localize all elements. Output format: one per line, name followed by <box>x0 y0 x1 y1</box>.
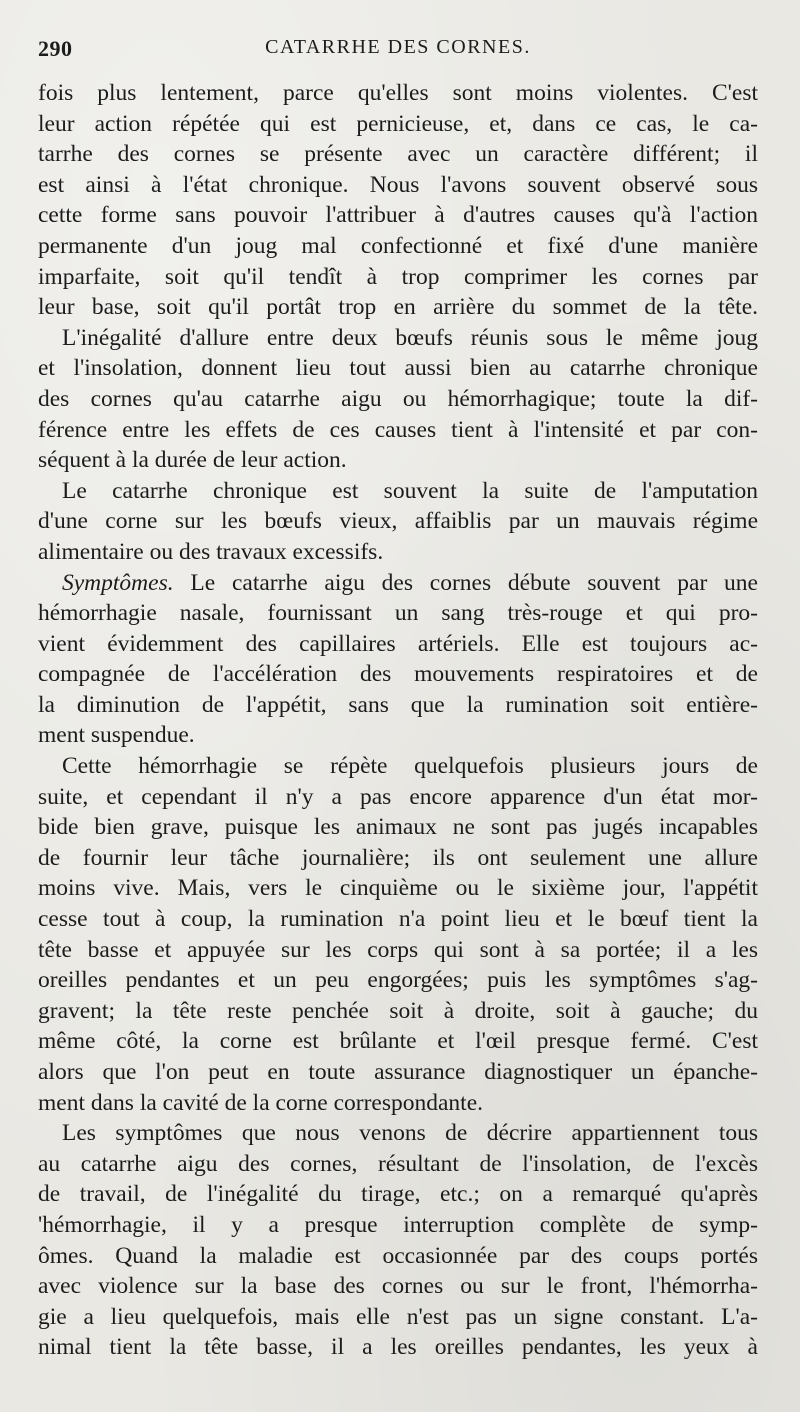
text-line: tête basse et appuyée sur les corps qui sont à sa portée; il a les <box>38 936 758 963</box>
text-line: cette forme sans pouvoir l'attribuer à d'autres causes qu'à l'action <box>38 202 758 229</box>
text-line: des cornes qu'au catarrhe aigu ou hémorrhagique; toute la dif- <box>38 385 758 412</box>
running-head: CATARRHE DES CORNES. <box>265 36 531 58</box>
text-line: ment dans la cavité de la corne correspondante. <box>38 1089 483 1116</box>
text-line: Cette hémorrhagie se répète quelquefois plusieurs jours de <box>62 753 758 780</box>
paragraph <box>38 1118 758 1363</box>
text-line: de travail, de l'inégalité du tirage, etc.; on a remarqué qu'après <box>38 1181 758 1208</box>
paragraph <box>38 323 758 476</box>
text-line: nimal tient la tête basse, il a les oreilles pendantes, les yeux à <box>38 1334 758 1361</box>
text-line: Les symptômes que nous venons de décrire appartiennent tous <box>62 1120 758 1147</box>
paragraph <box>38 568 758 752</box>
paragraph <box>38 476 758 568</box>
text-fragment: Le catarrhe aigu des cornes débute souvent par une <box>190 569 758 596</box>
text-line: au catarrhe aigu des cornes, résultant de l'insolation, de l'excès <box>38 1150 758 1177</box>
paragraph <box>38 78 758 323</box>
text-line: leur action répétée qui est pernicieuse, et, dans ce cas, le ca- <box>38 110 758 137</box>
text-line: permanente d'un joug mal confectionné et fixé d'une manière <box>38 232 758 259</box>
text-line: gie a lieu quelquefois, mais elle n'est pas un signe constant. L'a- <box>38 1303 758 1330</box>
text-line: est ainsi à l'état chronique. Nous l'avons souvent observé sous <box>38 171 758 198</box>
text-line: moins vive. Mais, vers le cinquième ou le sixième jour, l'appétit <box>38 875 758 902</box>
text-line: alimentaire ou des travaux excessifs. <box>38 538 384 565</box>
text-line: suite, et cependant il n'y a pas encore apparence d'un état mor- <box>38 783 758 810</box>
text-line: L'inégalité d'allure entre deux bœufs réunis sous le même joug <box>62 324 758 351</box>
text-line: d'une corne sur les bœufs vieux, affaiblis par un mauvais régime <box>38 508 758 535</box>
text-line: et l'insolation, donnent lieu tout aussi bien au catarrhe chronique <box>38 355 758 382</box>
text-line: ômes. Quand la maladie est occasionnée par des coups portés <box>38 1242 758 1269</box>
text-line: vient évidemment des capillaires artériels. Elle est toujours ac- <box>38 630 758 657</box>
text-line: tarrhe des cornes se présente avec un caractère différent; il <box>38 141 758 168</box>
text-line: séquent à la durée de leur action. <box>38 447 347 474</box>
text-line: même côté, la corne est brûlante et l'œil presque fermé. C'est <box>38 1028 758 1055</box>
text-line: leur base, soit qu'il portât trop en arrière du sommet de la tête. <box>38 294 758 321</box>
text-line: compagnée de l'accélération des mouvements respiratoires et de <box>38 661 758 688</box>
body-text <box>38 78 758 1363</box>
text-line: hémorrhagie nasale, fournissant un sang très-rouge et qui pro- <box>38 600 758 627</box>
text-line: Le catarrhe chronique est souvent la suite de l'amputation <box>62 477 758 504</box>
text-line: fois plus lentement, parce qu'elles sont moins violentes. C'est <box>38 80 758 106</box>
text-line: bide bien grave, puisque les animaux ne sont pas jugés incapables <box>38 814 758 841</box>
text-line: avec violence sur la base des cornes ou sur le front, l'hémorrha- <box>38 1273 758 1300</box>
text-line: gravent; la tête reste penchée soit à droite, soit à gauche; du <box>38 997 758 1024</box>
page-number: 290 <box>38 36 73 61</box>
text-line: la diminution de l'appétit, sans que la rumination soit entière- <box>38 691 758 718</box>
text-line: alors que l'on peut en toute assurance diagnostiquer un épanche- <box>38 1059 758 1085</box>
text-line: cesse tout à coup, la rumination n'a point lieu et le bœuf tient la <box>38 906 758 933</box>
text-line <box>38 568 758 599</box>
page-header <box>38 34 758 66</box>
text-line: ment suspendue. <box>38 722 195 749</box>
text-line: de fournir leur tâche journalière; ils ont seulement une allure <box>38 844 758 871</box>
text-line: férence entre les effets de ces causes tient à l'intensité et par con- <box>38 416 758 443</box>
text-line: oreilles pendantes et un peu engorgées; puis les symptômes s'ag- <box>38 967 758 994</box>
paragraph <box>38 751 758 1118</box>
text-line: 'hémorrhagie, il y a presque interruption complète de symp- <box>38 1211 758 1238</box>
section-heading: Symptômes. <box>62 569 174 596</box>
text-line: imparfaite, soit qu'il tendît à trop comprimer les cornes par <box>38 263 758 290</box>
